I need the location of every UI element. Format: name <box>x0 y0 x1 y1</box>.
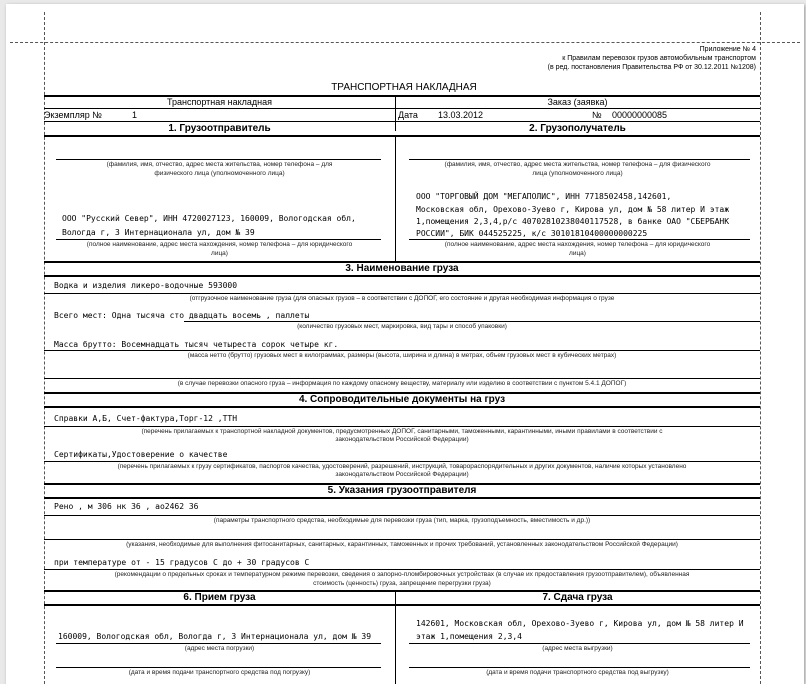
loading-time-hint: (дата и время подачи транспортного средства под погрузку) <box>128 669 311 676</box>
dangerous-cargo-hint: (в случае перевозки опасного груза – информация по каждому опасному веществу, материалу или изделию в соответствии с пунктом 5.4.1 ДОПОГ) <box>177 380 627 387</box>
cargo-places-hint: (количество грузовых мест, маркировка, вид тары и способ упаковки) <box>297 323 507 330</box>
consignee-person-hint-2: лица (уполномоченного лица) <box>532 170 623 177</box>
requirements-hint: (указания, необходимые для выполнения фитосанитарных, санитарных, карантинных, таможенных и прочих требований, установленных законодательством Российской Федерации) <box>126 541 678 548</box>
top-margin-guide <box>10 42 800 43</box>
order-number-label: № <box>592 110 602 120</box>
waybill-form <box>44 95 766 684</box>
shipper-person-hint-2: физического лица (уполномоченного лица) <box>154 170 285 177</box>
consignee-org-hint-1: (полное наименование, адрес места нахождения, номер телефона – для юридического <box>444 241 711 248</box>
documents-value: Справки А,Б, Счет-фактура,Торг-12 ,ТТН <box>54 414 238 423</box>
date-value: 13.03.2012 <box>438 110 484 120</box>
consignee-value-4: РОССИИ", БИК 044525225, к/с 30101810400000000225 <box>416 229 648 238</box>
loading-address-hint: (адрес места погрузки) <box>184 645 255 652</box>
cargo-places-value: Всего мест: Одна тысяча сто двадцать восемь , паллеты <box>54 311 310 320</box>
document-page <box>6 4 804 684</box>
section-4-title: 4. Сопроводительные документы на груз <box>298 394 506 405</box>
copy-number: 1 <box>132 110 138 120</box>
unloading-address-value-2: этаж 1,помещения 2,3,4 <box>416 632 522 641</box>
appendix-line-3: (в ред. постановления Правительства РФ от 30.12.2011 №1208) <box>547 64 756 71</box>
appendix-line-1: Приложение № 4 <box>699 46 756 53</box>
certificates-hint-2: законодательством Российской Федерации) <box>335 471 469 478</box>
storage-hint-2: стоимость (ценность) груза, запрещение перегрузки груза) <box>313 580 491 587</box>
shipper-value-1: ООО "Русский Север", ИНН 4720027123, 160009, Вологодская обл, <box>62 214 356 223</box>
shipper-value-2: Вологда г, 3 Интернационала ул, дом № 39 <box>62 228 255 237</box>
section-1-title: 1. Грузоотправитель <box>168 123 271 134</box>
section-2-title: 2. Грузополучатель <box>529 123 626 134</box>
certificates-hint-1: (перечень прилагаемых к грузу сертификатов, паспортов качества, удостоверений, разрешений, инструкций, товарораспорядительных и других документов, наличие которых установлено <box>117 463 687 470</box>
cargo-weight-value: Масса брутто: Восемнадцать тысяч четыреста сорок четыре кг. <box>54 340 339 349</box>
vehicle-hint: (параметры транспортного средства, необходимые для перевозки груза (тип, марка, грузоподъемность, вместимость и др.)) <box>213 517 591 524</box>
shipper-org-hint-2: лица) <box>211 250 228 257</box>
cargo-name-hint: (отгрузочное наименование груза (для опасных грузов – в соответствии с ДОПОГ, его состояние и другая необходимая информация о грузе <box>189 295 615 302</box>
waybill-label: Транспортная накладная <box>166 97 272 107</box>
section-7-title: 7. Сдача груза <box>542 592 613 603</box>
date-label: Дата <box>398 110 418 120</box>
consignee-value-1: ООО "ТОРГОВЫЙ ДОМ "МЕГАПОЛИС", ИНН 7718502458,142601, <box>416 192 672 201</box>
cargo-name-value: Водка и изделия ликеро-водочные 593000 <box>54 281 238 290</box>
shipper-org-hint-1: (полное наименование, адрес места нахождения, номер телефона – для юридического <box>86 241 353 248</box>
documents-hint-2: законодательством Российской Федерации) <box>335 436 469 443</box>
documents-hint-1: (перечень прилагаемых к транспортной накладной документов, предусмотренных ДОПОГ, санитарными, таможенными, карантинными, иными правилами в соответствии с <box>141 428 663 435</box>
section-3-title: 3. Наименование груза <box>345 263 459 274</box>
unloading-address-value-1: 142601, Московская обл, Орехово-Зуево г, Кирова ул, дом № 58 литер И <box>416 619 744 628</box>
certificates-value: Сертификаты,Удостоверение о качестве <box>54 450 228 459</box>
storage-hint-1: (рекомендации о предельных сроках и температурном режиме перевозки, сведения о запорно-пломбировочных устройствах (в случае их предоставления грузоотправителем), объявленная <box>114 571 690 578</box>
temperature-value: при температуре от - 15 градусов С до + 30 градусов С <box>54 558 310 567</box>
consignee-value-2: Московская обл, Орехово-Зуево г, Кирова ул, дом № 58 литер И этаж <box>416 205 730 214</box>
cargo-weight-hint: (масса нетто (брутто) грузовых мест в килограммах, размеры (высота, ширина и длина) в метрах, объем грузовых мест в кубических метрах) <box>187 352 617 359</box>
consignee-org-hint-2: лица) <box>569 250 586 257</box>
unloading-address-hint: (адрес места выгрузки) <box>542 645 613 652</box>
section-5-title: 5. Указания грузоотправителя <box>327 485 477 496</box>
unloading-time-hint: (дата и время подачи транспортного средства под выгрузку) <box>486 669 669 676</box>
order-number-value: 00000000085 <box>612 110 668 120</box>
copy-label: Экземпляр № <box>44 110 102 120</box>
loading-address-value: 160009, Вологодская обл, Вологда г, 3 Интернационала ул, дом № 39 <box>58 632 372 641</box>
order-label: Заказ (заявка) <box>547 97 608 107</box>
shipper-person-hint-1: (фамилия, имя, отчество, адрес места жительства, номер телефона – для <box>106 161 333 168</box>
consignee-value-3: 1,помещения 2,3,4,р/с 40702810238040117528, в банке ОАО "СБЕРБАНК <box>416 217 730 226</box>
vehicle-value: Рено , м 306 нк 36 , ао2462 36 <box>54 502 199 511</box>
appendix-line-2: к Правилам перевозок грузов автомобильным транспортом <box>562 55 756 62</box>
section-6-title: 6. Прием груза <box>183 592 256 603</box>
document-title: ТРАНСПОРТНАЯ НАКЛАДНАЯ <box>331 82 477 93</box>
consignee-person-hint-1: (фамилия, имя, отчество, адрес места жительства, номер телефона – для физического <box>444 161 711 168</box>
